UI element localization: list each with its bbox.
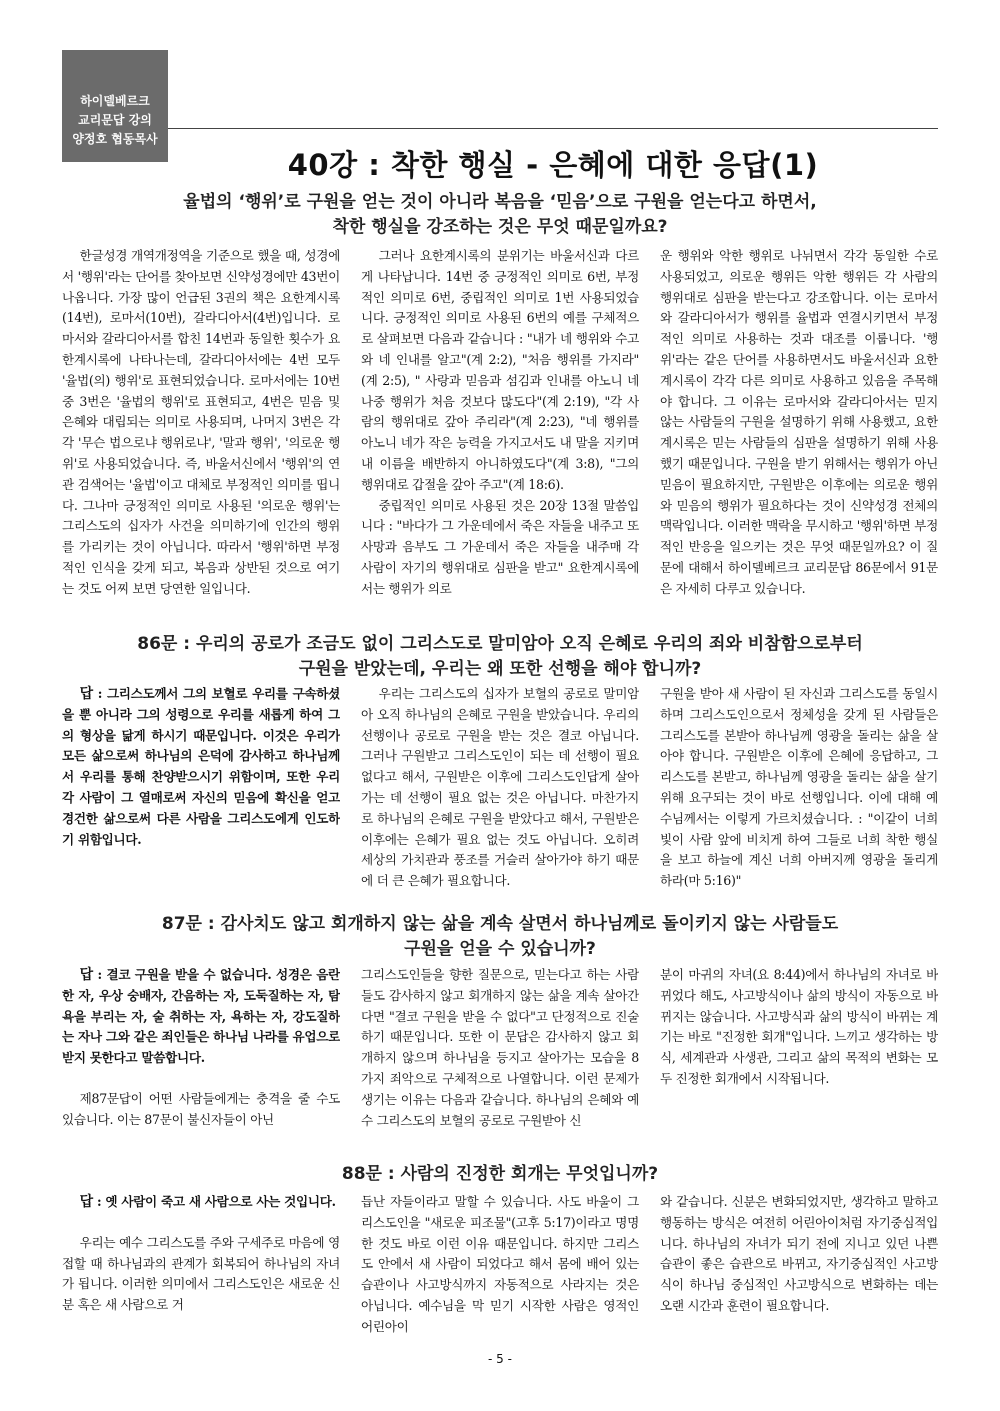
q87-answer [62, 965, 340, 1069]
q87-answer-label: 답 [79, 967, 93, 983]
q86-columns [62, 684, 938, 896]
q88-columns [62, 1192, 938, 1342]
q87-col3-text: 분이 마귀의 자녀(요 8:44)에서 하나님의 자녀로 바뀌었다 해도, 사고방식이나 삶의 방식이 자동으로 바뀌지는 않습니다. 사고방식과 삶의 방식이 바뀌는 계기는 바로 "진정한 회개"입니다. 느끼고 생각하는 방식, 세계관과 사생관, 그리고 삶의 목적의 변화는 모두 진정한 회개에서 시작됩니다. [660, 967, 938, 1086]
series-label-line2: 교리문답 강의 [78, 112, 152, 127]
q88-answer [62, 1192, 340, 1213]
q86-question-line1: 86문 : 우리의 공로가 조금도 없이 그리스도로 말미암아 오직 은혜로 우리의 죄와 비참함으로부터 [137, 634, 863, 654]
q86-question-line2: 구원을 받았는데, 우리는 왜 또한 선행을 해야 합니까? [298, 659, 702, 679]
series-label-line3: 양정호 협동목사 [72, 131, 158, 146]
page-title: 40강 : 착한 행실 - 은혜에 대한 응답(1) [287, 148, 819, 182]
q86-col3-text: 구원을 받아 새 사람이 된 자신과 그리스도를 동일시하며 그리스도인으로서 정체성을 갖게 된 사람들은 그리스도를 본받아 하나님께 영광을 돌리는 삶을 살아야 합니다. 구원받은 이후에 은혜에 응답하고, 그리스도를 본받고, 하나님께 영광을 돌리는 삶을 살기 위해 요구되는 것이 바로 선행입니다. 이에 대해 예수님께서는 이렇게 가르치셨습니다. : "이같이 너희 빛이 사람 앞에 비치게 하여 그들로 너희 착한 행실을 보고 하늘에 계신 너희 아버지께 영광을 돌리게 하라(마 5:16)" [660, 686, 938, 889]
header-rule [168, 128, 938, 129]
q86-answer-label: 답 [79, 686, 93, 702]
intro-col1-text: 한글성경 개역개정역을 기준으로 했을 때, 성경에서 '행위'라는 단어를 찾아보면 신약성경에만 43번이 나옵니다. 가장 많이 언급된 3권의 책은 요한계시록(14번), 로마서(10번), 갈라디아서(4번)입니다. 로마서와 갈라디아서를 합친 14번과 동일한 횟수가 요한계시록에 나타나는데, 갈라디아서에는 4번 모두 '율법(의) 행위'로 표현되었습니다. 로마서에는 10번 중 3번은 '율법의 행위'로 표현되고, 4번은 믿음 및 은혜와 대립되는 의미로 사용되며, 나머지 3번은 각각 '무슨 법으로냐 행위로냐', '말과 행위', '의로운 행위'로 사용되었습니다. 즉, 바울서신에서 '행위'의 연관 검색어는 '율법'이고 대체로 부정적인 의미를 띱니다. 그나마 긍정적인 의미로 사용된 '의로운 행위'는 그리스도의 십자가 사건을 의미하기에 인간의 행위를 가리키는 것이 아닙니다. 따라서 '행위'하면 부정적인 인식을 갖게 되고, 복음과 상반된 것으로 여기는 것도 어찌 보면 당연한 일입니다. [62, 248, 340, 596]
intro-question-line2: 착한 행실을 강조하는 것은 무엇 때문일까요? [332, 217, 668, 237]
intro-question-line1: 율법의 ‘행위’로 구원을 얻는 것이 아니라 복음을 ‘믿음’으로 구원을 얻는다고 하면서, [183, 192, 817, 212]
q87-column-2 [361, 965, 639, 1147]
q88-col2-text: 듭난 자들이라고 말할 수 있습니다. 사도 바울이 그리스도인을 "새로운 피조물"(고후 5:17)이라고 명명한 것도 바로 이런 이유 때문입니다. 하지만 그리스도 안에서 새 사람이 되었다고 해서 몸에 배어 있는 습관이나 사고방식까지 자동적으로 사라지는 것은 아닙니다. 예수님을 막 믿기 시작한 사람은 영적인 어린아이 [361, 1194, 639, 1334]
intro-columns [62, 246, 938, 618]
q88-column-3 [660, 1192, 938, 1342]
q87-question-line1: 87문 : 감사치도 않고 회개하지 않는 삶을 계속 살면서 하나님께로 돌이키지 않는 사람들도 [161, 914, 839, 934]
q88-column-2 [361, 1192, 639, 1342]
intro-column-2 [361, 246, 639, 618]
q86-answer [62, 684, 340, 850]
series-label-line1: 하이델베르크 [80, 93, 150, 108]
q86-column-1 [62, 684, 340, 896]
q88-question-line: 88문 : 사람의 진정한 회개는 무엇입니까? [341, 1164, 659, 1184]
q86-column-3 [660, 684, 938, 896]
q86-column-2 [361, 684, 639, 896]
intro-col2-para2: 중립적인 의미로 사용된 것은 20장 13절 말씀입니다 : "바다가 그 가운데에서 죽은 자들을 내주고 또 사망과 음부도 그 가운데서 죽은 자들을 내주매 각 사람이 자기의 행위대로 심판을 받고" 요한계시록에서는 행위가 의로 [361, 497, 639, 596]
q88-answer-label: 답 [79, 1194, 93, 1210]
intro-column-1 [62, 246, 340, 618]
q87-column-1 [62, 965, 340, 1147]
intro-column-3 [660, 246, 938, 618]
q86-col2-text: 우리는 그리스도의 십자가 보혈의 공로로 말미암아 오직 하나님의 은혜로 구원을 받았습니다. 우리의 선행이나 공로로 구원을 받는 것은 결코 아닙니다. 그러나 구원받고 그리스도인이 되는 데 선행이 필요 없다고 해서, 구원받은 이후에 그리스도인답게 살아가는 데 선행이 필요 없는 것은 아닙니다. 마찬가지로 하나님의 은혜로 구원을 받았다고 해서, 구원받은 이후에는 은혜가 필요 없는 것도 아닙니다. 오히려 세상의 가치관과 풍조를 거슬러 살아가야 하기 때문에 더 큰 은혜가 필요합니다. [361, 686, 639, 889]
intro-col2-para1: 그러나 요한계시록의 분위기는 바울서신과 다르게 나타납니다. 14번 중 긍정적인 의미로 6번, 부정적인 의미로 6번, 중립적인 의미로 1번 사용되었습니다. 긍정적인 의미로 사용된 6번의 예를 구체적으로 살펴보면 다음과 같습니다 : "내가 네 행위와 수고와 네 인내를 알고"(계 2:2), "처음 행위를 가지라"(계 2:5), " 사랑과 믿음과 섬김과 인내를 아노니 네 나중 행위가 처음 것보다 많도다"(계 2:19), "각 사람의 행위대로 갚아 주리라"(계 2:23), "네 행위를 아노니 네가 작은 능력을 가지고서도 내 말을 지키며 내 이름을 배반하지 아니하였도다"(계 3:8), "그의 행위대로 갑절을 갚아 주고"(계 18:6). [361, 248, 639, 492]
q88-col3-text: 와 같습니다. 신분은 변화되었지만, 생각하고 말하고 행동하는 방식은 여전히 어린아이처럼 자기중심적입니다. 하나님의 자녀가 되기 전에 지니고 있던 나쁜 습관이 좋은 습관으로 바뀌고, 자기중심적인 사고방식이 하나님 중심적인 사고방식으로 변화하는 데는 오랜 시간과 훈련이 필요합니다. [660, 1194, 938, 1313]
q86-answer-text: : 그리스도께서 그의 보혈로 우리를 구속하셨을 뿐 아니라 그의 성령으로 우리를 새롭게 하여 그의 형상을 닮게 하시기 때문입니다. 이것은 우리가 모든 삶으로써 하나님의 은덕에 감사하고 하나님께서 우리를 통해 찬양받으시기 위함이며, 또한 우리 각 사람이 그 열매로써 자신의 믿음에 확신을 얻고 경건한 삶으로써 다른 사람을 그리스도에게 인도하기 위함입니다. [62, 686, 340, 847]
q87-question [62, 912, 938, 962]
q87-answer-text: : 결코 구원을 받을 수 없습니다. 성경은 음란한 자, 우상 숭배자, 간음하는 자, 도둑질하는 자, 탐욕을 부리는 자, 술 취하는 자, 욕하는 자, 강도질하는 자나 그와 같은 죄인들은 하나님 나라를 유업으로 받지 못한다고 말씀합니다. [62, 967, 340, 1066]
intro-col3-text: 운 행위와 악한 행위로 나뉘면서 각각 동일한 수로 사용되었고, 의로운 행위든 악한 행위든 각 사람의 행위대로 심판을 받는다고 강조합니다. 이는 로마서와 갈라디아서가 행위를 율법과 연결시키면서 부정적인 의미로 사용하는 것과 대조를 이룹니다. '행위'라는 같은 단어를 사용하면서도 바울서신과 요한계시록이 각각 다른 의미로 사용하고 있음을 주목해야 합니다. 그 이유는 로마서와 갈라디아서는 믿지 않는 사람들의 구원을 설명하기 위해 사용했고, 요한계시록은 믿는 사람들의 심판을 설명하기 위해 사용했기 때문입니다. 구원을 받기 위해서는 행위가 아닌 믿음이 필요하지만, 구원받은 이후에는 의로운 행위와 믿음의 행위가 필요하다는 것이 신약성경 전체의 맥락입니다. 이러한 맥락을 무시하고 '행위'하면 부정적인 반응을 일으키는 것은 무엇 때문일까요? 이 질문에 대해서 하이델베르크 교리문답 86문에서 91문은 자세히 다루고 있습니다. [660, 248, 938, 596]
q88-col1-para2: 우리는 예수 그리스도를 주와 구세주로 마음에 영접할 때 하나님과의 관계가 회복되어 하나님의 자녀가 됩니다. 이러한 의미에서 그리스도인은 새로운 신분 혹은 새 사람으로 거 [62, 1234, 340, 1313]
q87-column-3 [660, 965, 938, 1147]
q87-col1-para2: 제87문답이 어떤 사람들에게는 충격을 줄 수도 있습니다. 이는 87문이 불신자들이 아닌 [62, 1090, 340, 1127]
page-number: - 5 - [488, 1352, 512, 1366]
intro-question [62, 190, 938, 240]
series-label [62, 50, 168, 162]
q86-question [62, 632, 938, 682]
q88-column-1 [62, 1192, 340, 1342]
q87-col2-text: 그리스도인들을 향한 질문으로, 믿는다고 하는 사람들도 감사하지 않고 회개하지 않는 삶을 계속 살아간다면 "결코 구원을 받을 수 없다"고 단정적으로 진술하기 때문입니다. 또한 이 문답은 감사하지 않고 회개하지 않으며 하나님을 등지고 살아가는 모습을 8가지 죄악으로 구체적으로 나열합니다. 이런 문제가 생기는 이유는 다음과 같습니다. 하나님의 은혜와 예수 그리스도의 보혈의 공로로 구원받아 신 [361, 967, 639, 1128]
q88-answer-text: : 옛 사람이 죽고 새 사람으로 사는 것입니다. [92, 1194, 336, 1209]
q87-columns [62, 965, 938, 1147]
q87-question-line2: 구원을 얻을 수 있습니까? [404, 939, 596, 959]
q88-question [62, 1162, 938, 1187]
